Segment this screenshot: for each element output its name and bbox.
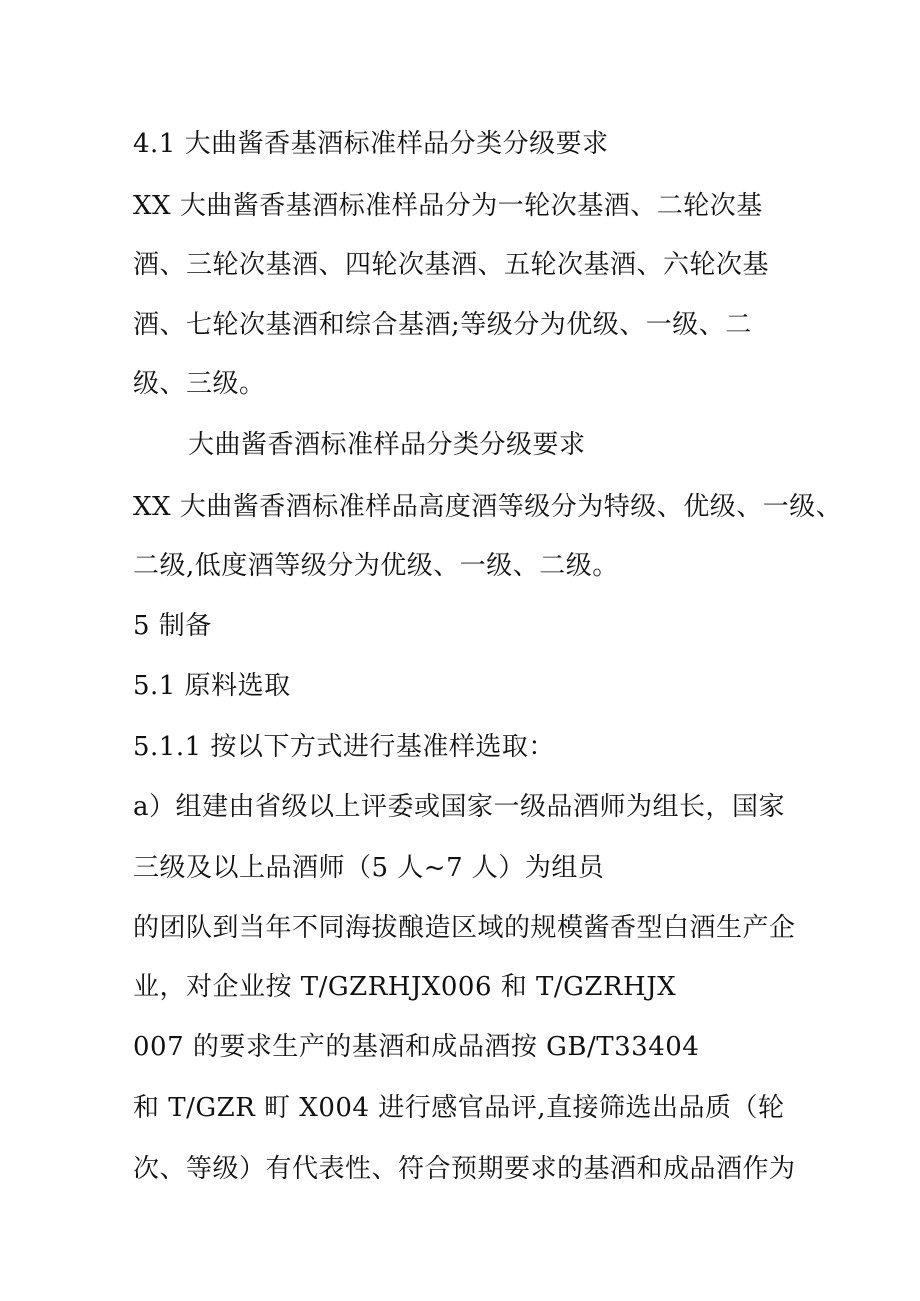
paragraph-line: 的团队到当年不同海拔酿造区域的规模酱香型白酒生产企 [133, 913, 796, 943]
paragraph-line: 酒、三轮次基酒、四轮次基酒、五轮次基酒、六轮次基 [133, 250, 770, 280]
section-heading-4-1: 4.1 大曲酱香基酒标准样品分类分级要求 [133, 129, 609, 159]
paragraph-line: 007 的要求生产的基酒和成品酒按 GB/T33404 [133, 1032, 700, 1062]
paragraph-line: 和 T/GZR 町 X004 进行感官品评,直接筛选出品质（轮 [133, 1093, 785, 1123]
list-item-a: a）组建由省级以上评委或国家一级品酒师为组长，国家 [133, 792, 786, 822]
section-heading-5-1: 5.1 原料选取 [133, 671, 291, 701]
paragraph-line: 级、三级。 [133, 369, 266, 399]
section-heading-5: 5 制备 [133, 611, 212, 641]
subsection-heading: 大曲酱香酒标准样品分类分级要求 [188, 430, 586, 460]
paragraph-line: 二级,低度酒等级分为优级、一级、二级。 [133, 551, 619, 581]
paragraph-line: 业，对企业按 T/GZRHJX006 和 T/GZRHJX [133, 972, 677, 1002]
paragraph-line: 次、等级）有代表性、符合预期要求的基酒和成品酒作为 [133, 1154, 796, 1184]
paragraph-line: XX 大曲酱香基酒标准样品分为一轮次基酒、二轮次基 [133, 191, 763, 221]
paragraph-line: 酒、七轮次基酒和综合基酒;等级分为优级、一级、二 [133, 310, 752, 340]
paragraph-line: 三级及以上品酒师（5 人~7 人）为组员 [133, 853, 605, 883]
section-heading-5-1-1: 5.1.1 按以下方式进行基准样选取： [133, 732, 555, 762]
paragraph-line: XX 大曲酱香酒标准样品高度酒等级分为特级、优级、一级、 [133, 492, 843, 522]
